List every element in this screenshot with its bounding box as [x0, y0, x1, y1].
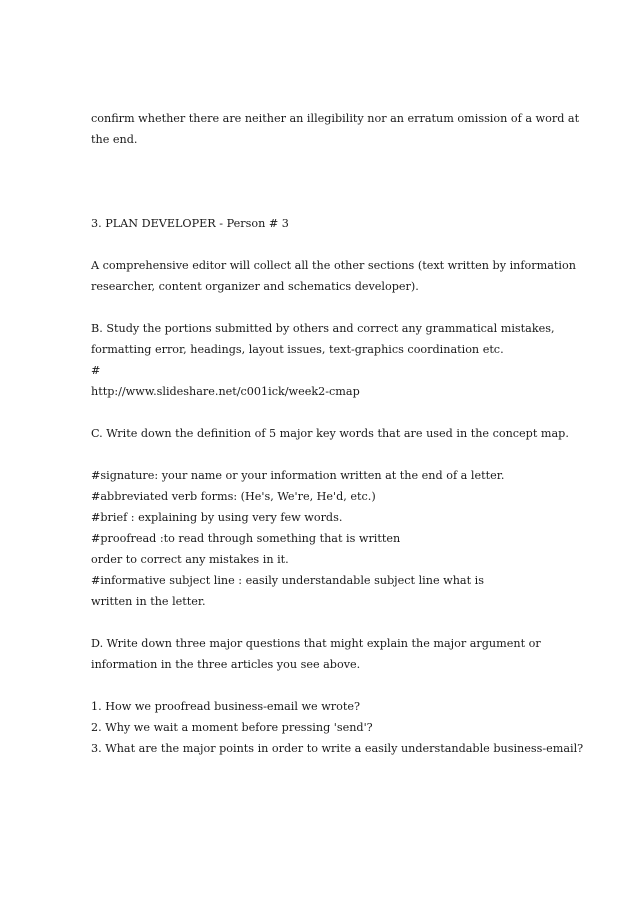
spacer [91, 675, 561, 696]
spacer [91, 402, 561, 423]
item-b-hash: # [91, 364, 101, 377]
definition-line: #signature: your name or your information written at the end of a letter. [91, 469, 505, 482]
item-d-line-1: D. Write down three major questions that might explain the major argument or [91, 637, 541, 650]
item-b-url: http://www.slideshare.net/c001ick/week2-cmap [91, 385, 360, 398]
definition-line: #informative subject line : easily understandable subject line what is [91, 574, 484, 587]
document-body [91, 108, 584, 759]
section-heading: 3. PLAN DEVELOPER - Person # 3 [91, 217, 289, 230]
spacer [91, 297, 561, 318]
item-a-line-1: A comprehensive editor will collect all the other sections (text written by information [91, 259, 576, 272]
intro-line-2: the end. [91, 133, 138, 146]
spacer [91, 444, 561, 465]
definition-line: #abbreviated verb forms: (He's, We're, He'd, etc.) [91, 490, 376, 503]
item-b-line-2: formatting error, headings, layout issues, text-graphics coordination etc. [91, 343, 504, 356]
spacer [91, 612, 561, 633]
item-b-line-1: B. Study the portions submitted by others and correct any grammatical mistakes, [91, 322, 555, 335]
section-spacer [91, 150, 561, 213]
item-d-line-2: information in the three articles you see above. [91, 658, 361, 671]
question-item: 2. Why we wait a moment before pressing 'send'? [91, 721, 373, 734]
item-c-line-1: C. Write down the definition of 5 major key words that are used in the concept map. [91, 427, 569, 440]
intro-line-1: confirm whether there are neither an illegibility nor an erratum omission of a word at [91, 112, 580, 125]
definition-line: order to correct any mistakes in it. [91, 553, 289, 566]
question-item: 1. How we proofread business-email we wrote? [91, 700, 360, 713]
definition-line: written in the letter. [91, 595, 206, 608]
definition-line: #brief : explaining by using very few words. [91, 511, 343, 524]
question-item: 3. What are the major points in order to write a easily understandable business-email? [91, 742, 584, 755]
spacer [91, 234, 561, 255]
definition-line: #proofread :to read through something that is written [91, 532, 401, 545]
item-a-line-2: researcher, content organizer and schematics developer). [91, 280, 419, 293]
